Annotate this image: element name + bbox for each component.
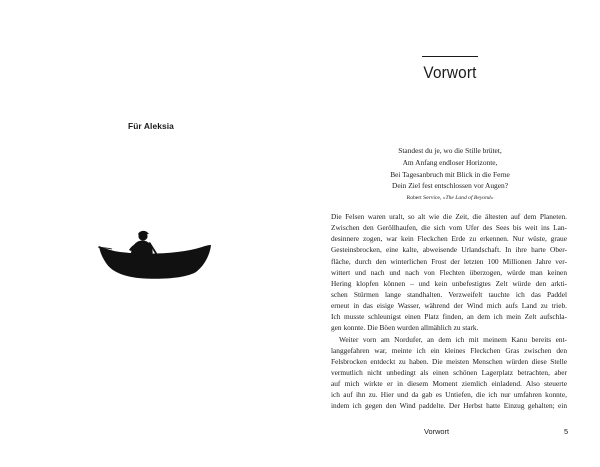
body-text-line: vermutlich nicht unbedingt als einen schönen Lagerplatz betrachten, aber [331, 367, 567, 377]
body-text-line: Felsbrocken entdeckt zu haben. Die meisten Menschen würden diese Stelle [331, 356, 567, 366]
chapter-title: Vorwort [423, 63, 477, 82]
dedication: Für Aleksia [128, 121, 174, 131]
body-text-line: Die Felsen waren uralt, so alt wie die Zeit, die ältesten auf dem Planeten. [331, 212, 567, 221]
right-page [300, 0, 600, 467]
body-text-line: schen Stürmen lange standhalten. Verzweifelt tauchte ich das Paddel [331, 289, 567, 299]
body-text-line: indem ich gegen den Wind paddelte. Der Herbst hatte Einzug gehalten; ein [331, 401, 567, 411]
body-text-line: Hering klopfen können – und kein unbefestigtes Zelt würde den arkti- [331, 278, 567, 288]
body-text-line: desinnere zogen, war kein Fleckchen Erde zu erkennen. Nur wüste, graue [331, 234, 567, 244]
body-text-line: erneut in das eisige Wasser, während der Wind mich aufs Land zu trieb. [331, 301, 567, 311]
epigraph [300, 145, 600, 203]
body-text-line: Gesteinsbrocken, eine kalte, abweisende Urlandschaft. In ihre harte Ober- [331, 245, 567, 255]
body-text-line: fläche, durch den winterlichen Frost der letzten 100 Millionen Jahre ver- [331, 256, 567, 266]
body-text-line: auf mich wirkte er in diesem Moment ziemlich einladend. Also steuerte [331, 379, 567, 389]
running-footer-title: Vorwort [424, 427, 450, 436]
body-text-line: Zwischen den Geröllhaufen, die sich vom Ufer des Sees bis weit ins Lan- [331, 223, 567, 233]
page-number: 5 [564, 427, 569, 436]
epigraph-work-title: »The Land of Beyond« [442, 195, 494, 202]
epigraph-attribution [300, 193, 600, 203]
epigraph-line: Dein Ziel fest entschlossen vor Augen? [392, 181, 508, 191]
body-text-line: gen konnte. Die Böen wurden allmählich zu stark. [331, 323, 479, 333]
body-text-line: ich auf ihn zu. Hier und da gab es Untiefen, die ich nur umfahren konnte, [331, 390, 567, 400]
body-text [331, 211, 567, 412]
epigraph-line: Bei Tagesanbruch mit Blick in die Ferne [390, 169, 510, 179]
canoe-silhouette-illustration [98, 228, 212, 284]
chapter-title-rule [422, 56, 478, 57]
epigraph-author: Robert Service, [406, 195, 442, 202]
body-text-line: langgefahren war, meinte ich ein kleines Fleckchen Gras zwischen den [331, 345, 567, 355]
body-text-line: wittert und nach und nach von Flechten überzogen, würde man keinen [331, 267, 567, 277]
body-text-line: Ich musste schleunigst einen Platz finden, an dem ich mein Zelt aufschla- [331, 312, 567, 322]
body-text-line: Weiter vorn am Nordufer, an dem ich mit meinem Kanu bereits ent- [339, 334, 567, 344]
epigraph-line: Am Anfang endloser Horizonte, [402, 157, 498, 167]
epigraph-line: Standest du je, wo die Stille brütet, [398, 146, 502, 155]
